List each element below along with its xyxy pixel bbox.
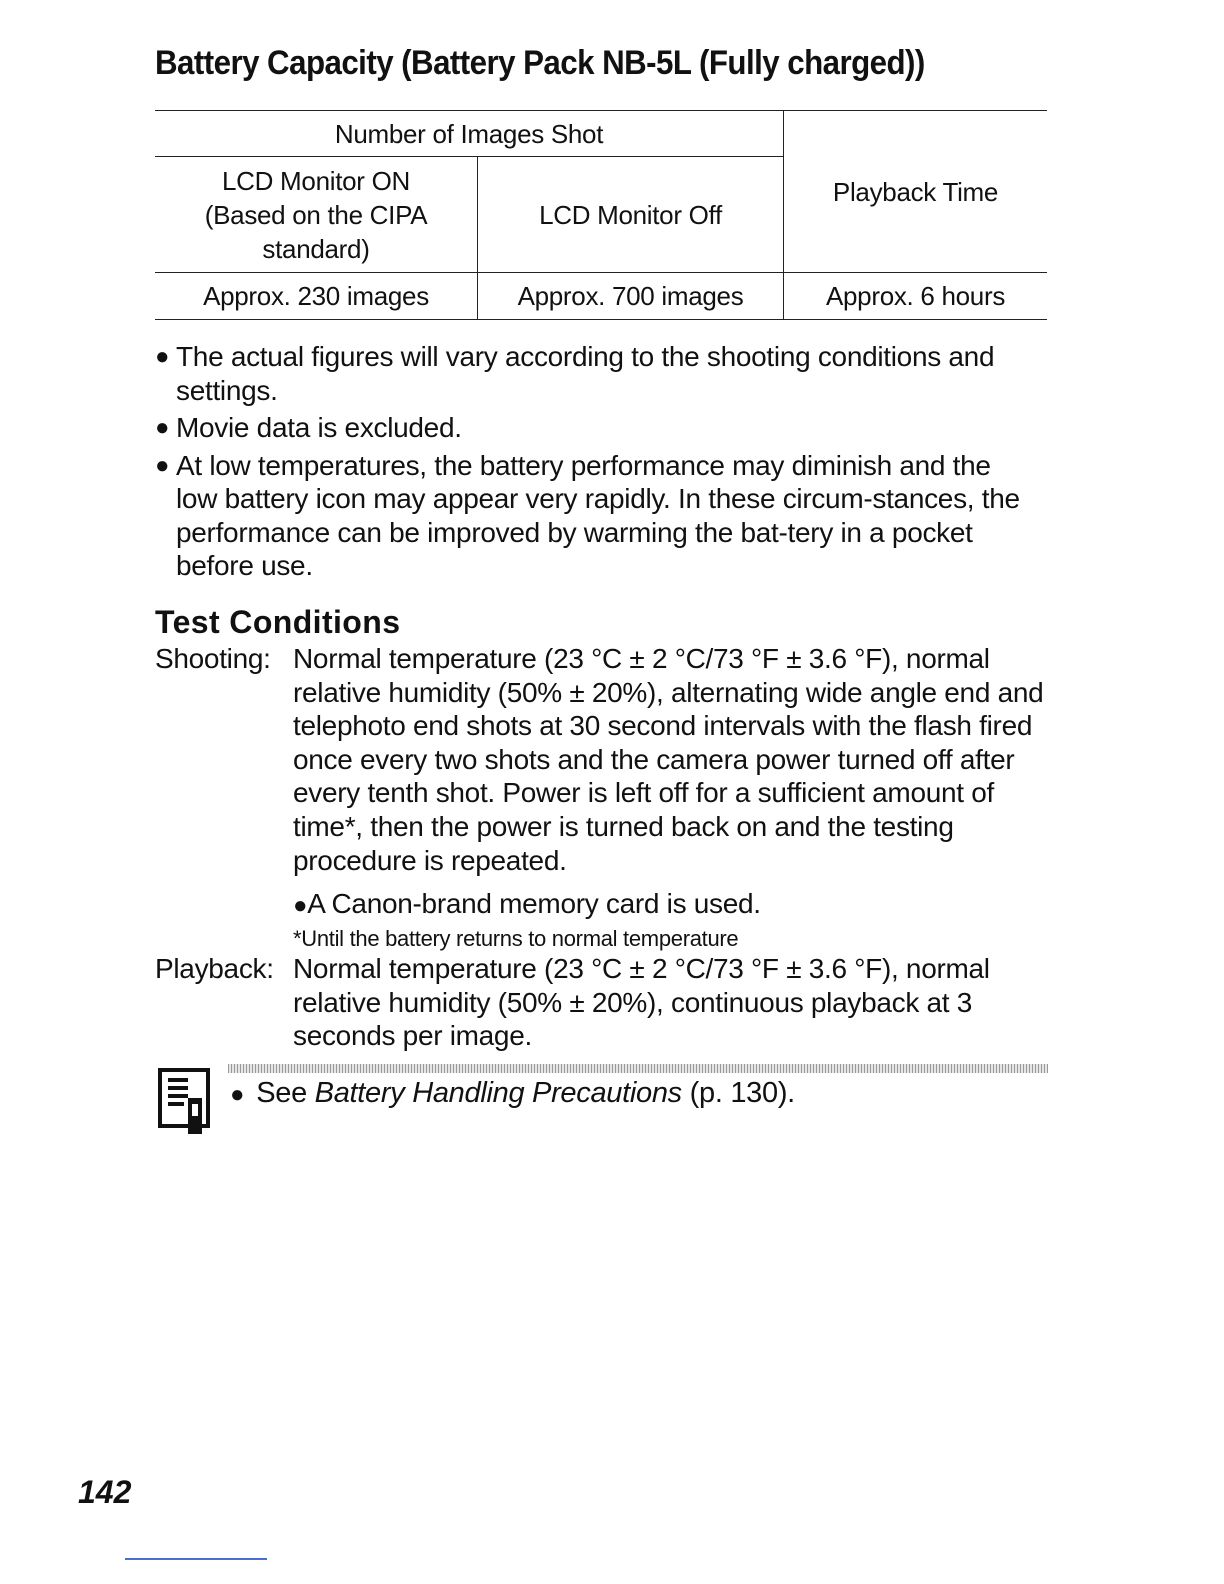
page-number: 142	[78, 1474, 132, 1510]
note-text: At low temperatures, the battery performance may diminish and the low battery icon may appear very rapidly. In these circum-stances, the performance can be improved by warming the bat-tery in a pocket before use.	[176, 449, 1020, 581]
memo-reference: Battery Handling Precautions	[314, 1077, 682, 1109]
cell-lcd-off-images: Approx. 700 images	[478, 273, 784, 320]
footnote: *Until the battery returns to normal temperature	[293, 926, 739, 951]
battery-capacity-table	[155, 110, 1047, 320]
header-lcd-on-line: standard)	[262, 233, 370, 264]
section-heading-test-conditions: Test Conditions	[155, 604, 401, 640]
header-playback-time: Playback Time	[784, 111, 1048, 273]
shooting-text: Normal temperature (23 °C ± 2 °C/73 °F ± 3.6 °F), normal relative humidity (50% ± 20%), alternating wide angle end and telephoto end shots at 30 second intervals with the flash fired once every two shots and the camera power turned off after every tenth shot. Power is left off for a sufficient amount of time*, then the power is turned back on and the testing procedure is repeated.	[293, 643, 1044, 876]
card-note	[293, 887, 761, 922]
memo-icon	[158, 1068, 212, 1136]
header-number-of-images: Number of Images Shot	[155, 111, 784, 157]
memo-divider	[228, 1064, 1048, 1073]
header-lcd-off: LCD Monitor Off	[478, 157, 784, 273]
bullet-icon: ●	[293, 892, 308, 919]
header-lcd-on-line: (Based on the CIPA	[204, 199, 428, 230]
memo-suffix: (p. 130).	[681, 1077, 795, 1109]
list-item	[155, 449, 1035, 583]
bullet-icon: ●	[155, 414, 170, 441]
playback-text: Normal temperature (23 °C ± 2 °C/73 °F ± 3.6 °F), normal relative humidity (50% ± 20%), continuous playback at 3 seconds per image.	[293, 953, 990, 1052]
cell-playback-time: Approx. 6 hours	[784, 273, 1048, 320]
page-title: Battery Capacity (Battery Pack NB-5L (Fully charged))	[155, 44, 925, 82]
playback-label: Playback:	[155, 953, 274, 984]
cell-lcd-on-images: Approx. 230 images	[155, 273, 478, 320]
bottom-rule	[125, 1558, 267, 1560]
card-note-text: A Canon-brand memory card is used.	[307, 888, 761, 919]
header-lcd-on-line: LCD Monitor ON	[222, 165, 410, 196]
note-text: Movie data is excluded.	[176, 412, 462, 443]
bullet-icon: ●	[155, 343, 170, 370]
memo-prefix: See	[256, 1077, 315, 1109]
memo-note	[230, 1077, 795, 1110]
header-lcd-on	[155, 157, 478, 273]
list-item	[155, 340, 1035, 407]
note-text: The actual figures will vary according to the shooting conditions and settings.	[176, 341, 995, 406]
bullet-icon: ●	[230, 1081, 245, 1108]
bullet-icon: ●	[155, 451, 170, 479]
list-item	[155, 411, 1035, 445]
notes-list	[155, 340, 1035, 587]
shooting-label: Shooting:	[155, 643, 271, 674]
